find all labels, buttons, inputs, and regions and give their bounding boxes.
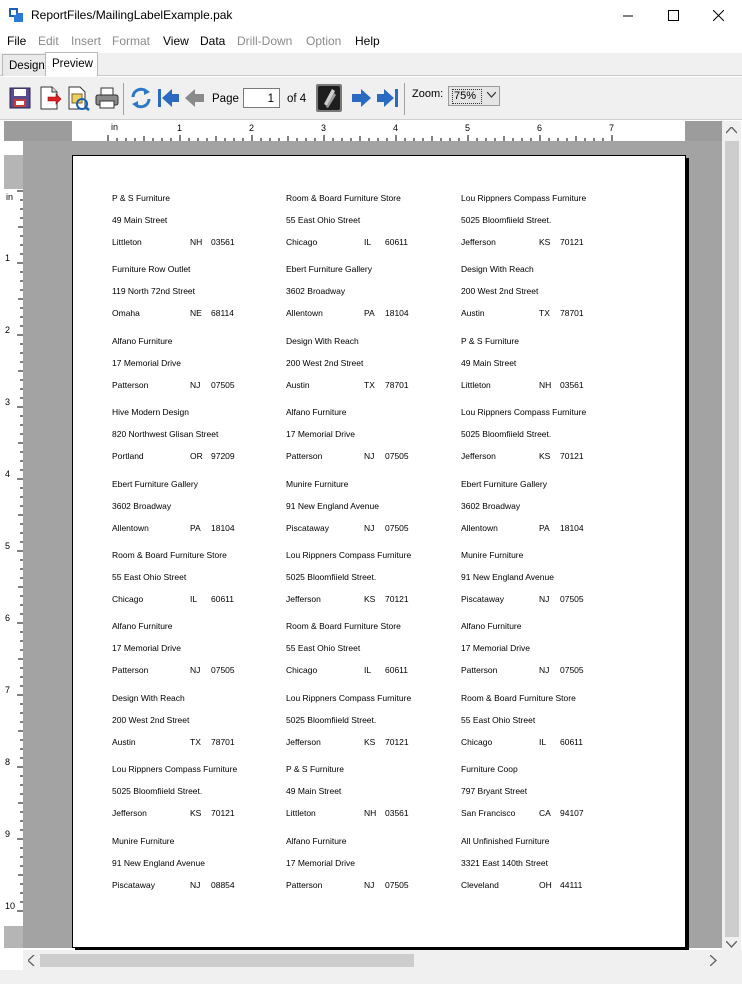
label-state: KS — [364, 594, 376, 604]
menu-edit[interactable]: Edit — [38, 34, 59, 48]
label-city: Littleton — [461, 379, 491, 390]
label-state: NH — [539, 379, 552, 390]
label-name: Room & Board Furniture Store — [286, 621, 401, 632]
menu-drill-down[interactable]: Drill-Down — [237, 34, 293, 48]
last-page-icon[interactable] — [375, 85, 401, 111]
zoom-label: Zoom: — [412, 88, 444, 100]
mailing-label — [286, 336, 456, 396]
mailing-label — [112, 407, 282, 467]
vertical-ruler — [4, 141, 23, 948]
scrollbar-corner — [722, 950, 742, 970]
first-page-icon[interactable] — [155, 85, 181, 111]
label-zip: 07505 — [211, 379, 235, 390]
scroll-right-icon[interactable] — [710, 955, 717, 966]
mailing-label — [286, 479, 456, 539]
label-street: 55 East Ohio Street — [286, 643, 361, 654]
label-zip: 07505 — [385, 522, 409, 533]
label-zip: 70121 — [385, 594, 409, 604]
print-icon[interactable] — [94, 85, 120, 111]
mailing-label — [112, 621, 282, 681]
menu-data[interactable]: Data — [200, 34, 226, 48]
mailing-label — [112, 836, 282, 896]
tab-preview[interactable]: Preview — [45, 52, 98, 76]
label-street: 55 East Ohio Street — [286, 215, 361, 225]
label-name: Lou Rippners Compass Furniture — [286, 692, 412, 703]
label-state: NH — [364, 808, 377, 819]
mailing-label — [286, 264, 456, 324]
label-zip: 60611 — [560, 736, 584, 747]
label-street: 3602 Broadway — [461, 500, 521, 511]
label-name: Room & Board Furniture Store — [461, 692, 576, 703]
label-zip: 03561 — [211, 237, 235, 247]
ruler-number: 7 — [5, 685, 11, 695]
label-city: Littleton — [112, 237, 142, 247]
mailing-label — [286, 550, 456, 610]
label-zip: 70121 — [560, 451, 584, 462]
ruler-number: 5 — [465, 123, 471, 133]
app-icon — [9, 8, 24, 23]
label-state: NJ — [364, 522, 375, 533]
ruler-number: 3 — [321, 123, 327, 133]
label-state: KS — [539, 237, 551, 247]
label-street: 3602 Broadway — [286, 286, 346, 297]
label-street: 17 Memorial Drive — [112, 357, 181, 368]
vertical-ruler-ticks — [4, 141, 23, 948]
label-street: 3321 East 140th Street — [461, 857, 548, 868]
ruler-number: 2 — [5, 325, 11, 335]
label-state: PA — [190, 522, 201, 533]
label-state: NE — [190, 308, 202, 319]
next-page-icon[interactable] — [348, 85, 374, 111]
label-name: Munire Furniture — [112, 835, 175, 846]
label-street: 5025 Bloomfiield Street. — [461, 429, 552, 440]
label-zip: 44111 — [560, 879, 583, 890]
label-city: Austin — [112, 736, 136, 747]
zoom-value: 75% — [452, 89, 482, 104]
go-to-page-icon[interactable] — [316, 84, 342, 112]
label-city: Allentown — [112, 522, 149, 533]
label-street: 200 West 2nd Street — [286, 357, 364, 368]
label-city: Omaha — [112, 308, 140, 319]
label-name: Room & Board Furniture Store — [286, 193, 401, 203]
mailing-label — [461, 264, 631, 324]
label-street: 200 West 2nd Street — [461, 286, 539, 297]
label-name: P & S Furniture — [112, 193, 170, 203]
mailing-label — [286, 836, 456, 896]
maximize-icon — [668, 10, 679, 21]
menu-format[interactable]: Format — [112, 34, 151, 48]
label-zip: 60611 — [385, 665, 409, 676]
toolbar-separator — [404, 83, 405, 115]
label-state: IL — [364, 237, 372, 247]
label-city: Allentown — [461, 522, 498, 533]
label-state: OH — [539, 879, 552, 890]
mailing-label — [461, 836, 631, 896]
label-street: 17 Memorial Drive — [286, 429, 355, 440]
label-city: Portland — [112, 451, 144, 462]
label-zip: 07505 — [560, 594, 584, 604]
label-city: Jefferson — [461, 237, 496, 247]
page-number-input[interactable] — [243, 88, 280, 108]
label-street: 91 New England Avenue — [461, 572, 554, 582]
ruler-number: 1 — [5, 253, 11, 263]
label-zip: 70121 — [560, 237, 584, 247]
export-icon[interactable] — [36, 85, 62, 111]
label-state: NH — [190, 237, 203, 247]
status-bar — [0, 970, 742, 984]
label-city: Piscataway — [112, 879, 155, 890]
label-street: 5025 Bloomfiield Street. — [461, 215, 552, 225]
label-zip: 94107 — [560, 808, 584, 819]
mailing-label — [461, 764, 631, 824]
tab-design[interactable]: Design — [2, 54, 50, 76]
label-city: Patterson — [112, 379, 149, 390]
label-name: Lou Rippners Compass Furniture — [461, 193, 587, 203]
label-city: Piscataway — [461, 594, 504, 604]
label-name: Furniture Row Outlet — [112, 264, 191, 275]
label-street: 17 Memorial Drive — [112, 643, 181, 654]
label-street: 119 North 72nd Street — [112, 286, 196, 297]
mailing-label — [286, 193, 456, 253]
label-zip: 07505 — [385, 879, 409, 890]
label-city: Patterson — [286, 451, 323, 462]
label-state: IL — [190, 594, 198, 604]
label-city: Austin — [286, 379, 310, 390]
mailing-label — [286, 621, 456, 681]
label-state: NJ — [539, 594, 550, 604]
zoom-select[interactable] — [448, 86, 500, 106]
label-city: Jefferson — [112, 808, 147, 819]
label-name: Alfano Furniture — [461, 621, 522, 632]
scroll-down-icon[interactable] — [726, 941, 737, 948]
label-zip: 78701 — [385, 379, 409, 390]
label-zip: 68114 — [211, 308, 235, 319]
label-name: Lou Rippners Compass Furniture — [112, 764, 238, 775]
label-city: Chicago — [286, 665, 318, 676]
label-state: NJ — [190, 879, 201, 890]
label-zip: 18104 — [385, 308, 409, 319]
label-street: 5025 Bloomfiield Street. — [286, 572, 377, 582]
label-state: NJ — [190, 665, 201, 676]
label-state: KS — [364, 736, 376, 747]
label-zip: 03561 — [560, 379, 584, 390]
ruler-unit-label: in — [111, 122, 119, 132]
ruler-number: 6 — [5, 613, 11, 623]
refresh-icon[interactable] — [128, 85, 154, 111]
horizontal-ruler-ticks — [72, 121, 685, 141]
label-street: 5025 Bloomfiield Street. — [112, 786, 203, 797]
label-street: 5025 Bloomfiield Street. — [286, 714, 377, 725]
label-state: NJ — [364, 879, 375, 890]
label-name: Munire Furniture — [286, 478, 349, 489]
label-state: PA — [539, 522, 550, 533]
label-street: 49 Main Street — [286, 786, 342, 797]
vertical-scroll-thumb[interactable] — [725, 141, 739, 937]
label-street: 91 New England Avenue — [286, 500, 379, 511]
label-name: Room & Board Furniture Store — [112, 550, 227, 560]
ruler-number: 4 — [5, 469, 11, 479]
label-zip: 18104 — [211, 522, 235, 533]
label-state: TX — [539, 308, 550, 319]
mailing-label — [286, 693, 456, 753]
label-zip: 08854 — [211, 879, 235, 890]
label-city: San Francisco — [461, 808, 516, 819]
ruler-unit-label: in — [6, 192, 14, 202]
label-city: Littleton — [286, 808, 316, 819]
label-state: OR — [190, 451, 203, 462]
ruler-number: 5 — [5, 541, 11, 551]
mailing-label — [461, 621, 631, 681]
label-city: Piscataway — [286, 522, 329, 533]
label-street: 55 East Ohio Street — [112, 572, 187, 582]
label-zip: 60611 — [385, 237, 409, 247]
menu-bar — [0, 32, 742, 52]
label-zip: 07505 — [211, 665, 235, 676]
label-state: IL — [539, 736, 547, 747]
label-street: 49 Main Street — [112, 215, 168, 225]
label-zip: 70121 — [385, 736, 409, 747]
label-zip: 97209 — [211, 451, 235, 462]
label-name: Alfano Furniture — [286, 407, 347, 418]
mailing-label — [461, 336, 631, 396]
label-name: Lou Rippners Compass Furniture — [286, 550, 412, 560]
label-city: Jefferson — [461, 451, 496, 462]
view-tabs — [0, 53, 742, 76]
label-city: Allentown — [286, 308, 323, 319]
mailing-label — [286, 764, 456, 824]
label-street: 91 New England Avenue — [112, 857, 205, 868]
label-zip: 60611 — [211, 594, 235, 604]
chevron-down-icon — [487, 92, 496, 98]
mailing-label — [112, 193, 282, 253]
label-name: Design With Reach — [286, 335, 359, 346]
label-street: 17 Memorial Drive — [461, 643, 530, 654]
label-zip: 70121 — [211, 808, 235, 819]
mailing-label — [461, 193, 631, 253]
label-name: Alfano Furniture — [112, 621, 173, 632]
mailing-label — [112, 336, 282, 396]
menu-view[interactable]: View — [163, 34, 189, 48]
label-city: Cleveland — [461, 879, 499, 890]
page-label: Page — [212, 93, 239, 105]
label-city: Chicago — [461, 736, 493, 747]
mailing-label — [286, 407, 456, 467]
title-bar — [0, 0, 742, 32]
label-state: CA — [539, 808, 551, 819]
label-name: Alfano Furniture — [112, 335, 173, 346]
label-zip: 07505 — [385, 451, 409, 462]
label-city: Chicago — [112, 594, 144, 604]
ruler-number: 8 — [5, 757, 11, 767]
ruler-number: 2 — [249, 123, 255, 133]
label-city: Jefferson — [286, 736, 321, 747]
label-city: Patterson — [286, 879, 323, 890]
label-state: PA — [364, 308, 375, 319]
label-state: NJ — [539, 665, 550, 676]
label-name: Ebert Furniture Gallery — [286, 264, 372, 275]
mailing-label — [461, 693, 631, 753]
previous-page-icon[interactable] — [182, 85, 208, 111]
label-zip: 07505 — [560, 665, 584, 676]
report-page — [72, 155, 686, 948]
minimize-icon — [623, 10, 634, 21]
label-name: Lou Rippners Compass Furniture — [461, 407, 587, 418]
label-name: Design With Reach — [461, 264, 534, 275]
label-street: 3602 Broadway — [112, 500, 172, 511]
label-state: NJ — [364, 451, 375, 462]
ruler-number: 3 — [5, 397, 11, 407]
label-name: Hive Modern Design — [112, 407, 190, 418]
label-city: Patterson — [112, 665, 149, 676]
ruler-number: 9 — [5, 829, 11, 839]
close-icon — [713, 10, 724, 21]
label-zip: 03561 — [385, 808, 409, 819]
ruler-number: 6 — [537, 123, 543, 133]
mailing-label — [112, 693, 282, 753]
mailing-label — [112, 264, 282, 324]
toolbar — [0, 77, 742, 120]
label-street: 797 Bryant Street — [461, 786, 528, 797]
mailing-label — [461, 550, 631, 610]
mailing-label — [112, 479, 282, 539]
label-zip: 78701 — [560, 308, 584, 319]
save-icon[interactable] — [7, 85, 33, 111]
label-name: Furniture Coop — [461, 764, 518, 775]
label-street: 55 East Ohio Street — [461, 714, 536, 725]
label-street: 17 Memorial Drive — [286, 857, 355, 868]
label-street: 49 Main Street — [461, 357, 517, 368]
menu-insert[interactable]: Insert — [71, 34, 102, 48]
label-state: NJ — [190, 379, 201, 390]
horizontal-ruler — [72, 121, 685, 141]
label-name: Ebert Furniture Gallery — [112, 478, 198, 489]
label-state: KS — [539, 451, 551, 462]
label-city: Jefferson — [286, 594, 321, 604]
menu-help[interactable]: Help — [355, 34, 380, 48]
mailing-label — [112, 764, 282, 824]
label-name: Ebert Furniture Gallery — [461, 478, 547, 489]
ruler-number: 4 — [393, 123, 399, 133]
label-street: 820 Northwest Glisan Street — [112, 429, 219, 440]
label-city: Austin — [461, 308, 485, 319]
menu-file[interactable]: File — [7, 34, 27, 48]
label-state: TX — [364, 379, 375, 390]
horizontal-scroll-thumb[interactable] — [40, 954, 414, 967]
scroll-left-icon[interactable] — [28, 955, 35, 966]
label-name: P & S Furniture — [286, 764, 344, 775]
label-street: 200 West 2nd Street — [112, 714, 190, 725]
menu-option[interactable]: Option — [306, 34, 342, 48]
minimize-button[interactable] — [605, 0, 651, 30]
vertical-ruler-margin — [4, 155, 23, 189]
ruler-number: 7 — [609, 123, 615, 133]
scroll-up-icon[interactable] — [726, 127, 737, 134]
window-title: ReportFiles/MailingLabelExample.pak — [31, 8, 233, 22]
ruler-number: 10 — [5, 901, 16, 911]
page-count: of 4 — [287, 93, 307, 105]
mailing-label — [461, 479, 631, 539]
close-button[interactable] — [695, 0, 741, 30]
label-name: All Unfinished Furniture — [461, 835, 550, 846]
label-name: Design With Reach — [112, 692, 185, 703]
label-state: TX — [190, 736, 201, 747]
page-setup-icon[interactable] — [65, 85, 91, 111]
label-city: Chicago — [286, 237, 318, 247]
label-zip: 18104 — [560, 522, 584, 533]
vertical-ruler-margin — [4, 926, 23, 948]
label-name: Munire Furniture — [461, 550, 524, 560]
label-state: KS — [190, 808, 202, 819]
maximize-button[interactable] — [650, 0, 696, 30]
label-city: Patterson — [461, 665, 498, 676]
toolbar-separator — [123, 83, 124, 115]
label-zip: 78701 — [211, 736, 235, 747]
mailing-label — [461, 407, 631, 467]
label-name: Alfano Furniture — [286, 835, 347, 846]
ruler-number: 1 — [177, 123, 183, 133]
label-name: P & S Furniture — [461, 335, 519, 346]
mailing-label — [112, 550, 282, 610]
label-state: IL — [364, 665, 372, 676]
